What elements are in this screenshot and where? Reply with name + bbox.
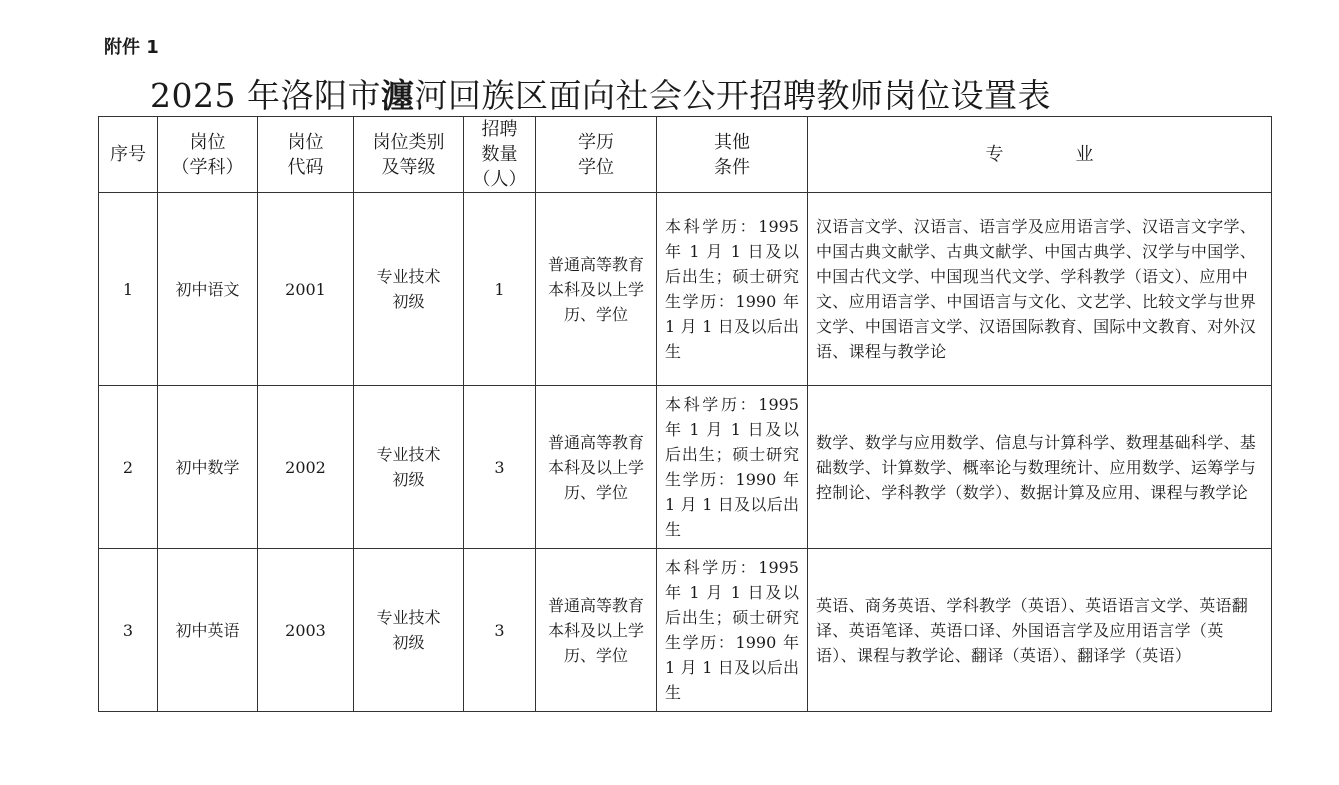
cell-education: 普通高等教育本科及以上学历、学位	[536, 193, 657, 386]
title-part-1: 2025 年洛阳市	[150, 76, 381, 115]
cell-education: 普通高等教育本科及以上学历、学位	[536, 386, 657, 549]
cell-major: 数学、数学与应用数学、信息与计算科学、数理基础科学、基础数学、计算数学、概率论与数理统计、应用数学、运筹学与控制论、学科教学（数学）、数据计算及应用、课程与教学论	[808, 386, 1272, 549]
table-row	[99, 193, 1272, 386]
header-major-left: 专	[985, 144, 1004, 165]
table-header-row	[99, 117, 1272, 193]
header-major-right: 业	[1075, 144, 1094, 165]
cell-code: 2001	[258, 193, 354, 386]
cell-other: 本科学历：1995 年 1 月 1 日及以后出生；硕士研究生学历：1990 年 1 月 1 日及以后出生	[657, 193, 808, 386]
cell-post: 初中英语	[158, 549, 258, 712]
recruitment-table	[98, 116, 1272, 712]
cell-post: 初中数学	[158, 386, 258, 549]
cell-count: 3	[464, 386, 536, 549]
header-other: 其他 条件	[657, 117, 808, 193]
header-count: 招聘 数量 （人）	[464, 117, 536, 193]
header-category: 岗位类别 及等级	[354, 117, 464, 193]
attachment-label: 附件 1	[104, 37, 159, 58]
cell-category: 专业技术 初级	[354, 386, 464, 549]
cell-seq: 3	[99, 549, 158, 712]
cell-other: 本科学历：1995 年 1 月 1 日及以后出生；硕士研究生学历：1990 年 1 月 1 日及以后出生	[657, 549, 808, 712]
cell-major: 汉语言文学、汉语言、语言学及应用语言学、汉语言文字学、中国古典文献学、古典文献学、中国古典学、汉学与中国学、中国古代文学、中国现当代文学、学科教学（语文）、应用中文、应用语言学、中国语言与文化、文艺学、比较文学与世界文学、中国语言文学、汉语国际教育、国际中文教育、对外汉语、课程与教学论	[808, 193, 1272, 386]
cell-post: 初中语文	[158, 193, 258, 386]
title-part-2: 河回族区面向社会公开招聘教师岗位设置表	[414, 76, 1051, 115]
cell-category: 专业技术 初级	[354, 193, 464, 386]
cell-code: 2002	[258, 386, 354, 549]
cell-category: 专业技术 初级	[354, 549, 464, 712]
page-title	[150, 70, 1051, 117]
table-row	[99, 386, 1272, 549]
header-major	[808, 117, 1272, 193]
cell-education: 普通高等教育本科及以上学历、学位	[536, 549, 657, 712]
table-row	[99, 549, 1272, 712]
cell-count: 3	[464, 549, 536, 712]
header-seq: 序号	[99, 117, 158, 193]
header-code: 岗位 代码	[258, 117, 354, 193]
cell-code: 2003	[258, 549, 354, 712]
cell-seq: 1	[99, 193, 158, 386]
cell-count: 1	[464, 193, 536, 386]
title-bold-char: 瀍	[380, 76, 415, 115]
cell-other: 本科学历：1995 年 1 月 1 日及以后出生；硕士研究生学历：1990 年 1 月 1 日及以后出生	[657, 386, 808, 549]
cell-major: 英语、商务英语、学科教学（英语）、英语语言文学、英语翻译、英语笔译、英语口译、外国语言学及应用语言学（英语）、课程与教学论、翻译（英语）、翻译学（英语）	[808, 549, 1272, 712]
cell-seq: 2	[99, 386, 158, 549]
header-post: 岗位 （学科）	[158, 117, 258, 193]
header-education: 学历 学位	[536, 117, 657, 193]
